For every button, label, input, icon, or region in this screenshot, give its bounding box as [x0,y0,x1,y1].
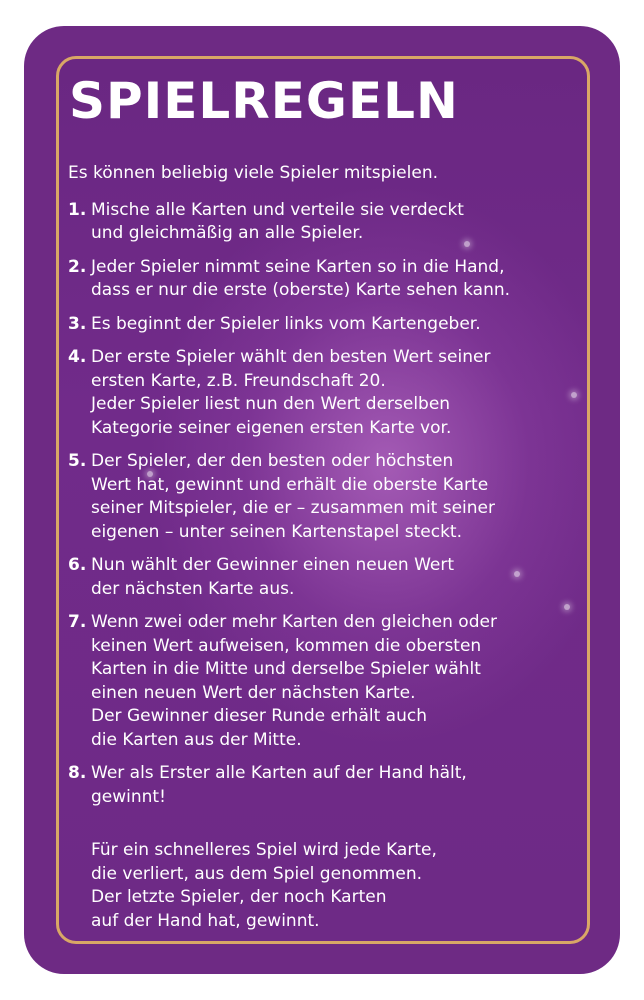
rule-number: 1. [68,199,87,220]
rule-line: Jeder Spieler liest nun den Wert derselben [91,394,451,414]
rule-number: 5. [68,451,87,471]
rule-item [68,256,568,303]
rules-list [68,199,568,810]
rules-card [24,26,620,974]
rule-line: keinen Wert aufweisen, kommen die obersten [91,635,482,656]
page-title: SPIELREGELN [69,72,459,130]
rule-line: gewinnt! [91,786,166,807]
rule-item [68,762,568,809]
rule-item [68,313,568,337]
rule-line: dass er nur die erste (oberste) Karte sehen kann. [91,280,511,300]
rule-line: und gleichmäßig an alle Spieler. [91,223,364,243]
rule-line: Karten in die Mitte und derselbe Spieler wählt [91,659,481,679]
rule-line: Der Spieler, der den besten oder höchsten [91,451,454,471]
rule-line: ersten Karte, z.B. Freundschaft 20. [91,370,386,391]
rule-line: Mische alle Karten und verteile sie verdeckt [91,199,464,220]
rule-line: eigenen – unter seinen Kartenstapel steckt. [91,521,462,542]
rule-line: Der erste Spieler wählt den besten Wert seiner [91,347,491,367]
footer-note [91,839,568,933]
rule-line: seiner Mitspieler, die er – zusammen mit seiner [91,498,496,518]
rule-item [68,554,568,601]
intro-text: Es können beliebig viele Spieler mitspielen. [68,163,438,183]
rule-item [68,611,568,752]
rule-line: der nächsten Karte aus. [91,578,295,599]
rule-line: Kategorie seiner eigenen ersten Karte vor. [91,417,452,438]
rules-content [68,162,568,933]
rule-number: 4. [68,347,87,367]
rule-number: 2. [68,256,87,277]
rule-line: Jeder Spieler nimmt seine Karten so in die Hand, [91,256,505,277]
rule-item [68,346,568,440]
rule-number: 6. [68,555,87,575]
rule-number: 7. [68,612,87,632]
rule-item [68,450,568,544]
rule-line: Es beginnt der Spieler links vom Kartengeber. [91,313,481,334]
rule-line: Wer als Erster alle Karten auf der Hand hält, [91,763,467,783]
rule-line: einen neuen Wert der nächsten Karte. [91,682,416,703]
rule-line: Wenn zwei oder mehr Karten den gleichen oder [91,612,497,632]
sparkle-decoration [571,392,577,398]
rule-number: 8. [68,763,87,783]
rule-line: Der Gewinner dieser Runde erhält auch [91,706,427,726]
footer-line: die verliert, aus dem Spiel genommen. [91,863,422,884]
rule-line: die Karten aus der Mitte. [91,729,302,750]
footer-line: auf der Hand hat, gewinnt. [91,910,320,931]
rule-item [68,199,568,246]
rule-number: 3. [68,313,87,334]
rule-line: Nun wählt der Gewinner einen neuen Wert [91,555,455,575]
footer-line: Für ein schnelleres Spiel wird jede Karte, [91,840,437,860]
footer-line: Der letzte Spieler, der noch Karten [91,887,387,907]
rule-line: Wert hat, gewinnt und erhält die oberste Karte [91,474,489,495]
rules-panel [56,56,590,944]
